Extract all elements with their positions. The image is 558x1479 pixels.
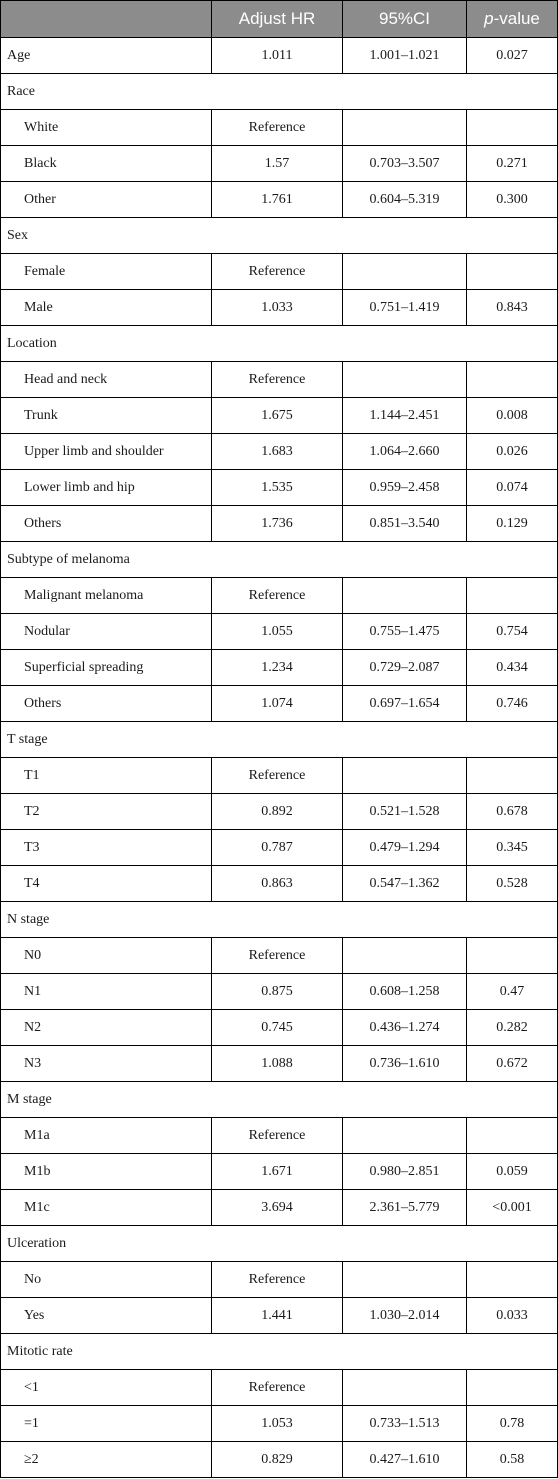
ci-value <box>343 1262 467 1298</box>
ci-value <box>343 1370 467 1406</box>
table-row <box>1 362 558 398</box>
variable-label: Yes <box>1 1298 212 1334</box>
adjust-hr-value: 1.011 <box>212 38 343 74</box>
ci-value <box>343 1118 467 1154</box>
table-row <box>1 506 558 542</box>
p-value: 0.434 <box>467 650 558 686</box>
group-label: M stage <box>1 1082 558 1118</box>
variable-label: Other <box>1 182 212 218</box>
variable-label: Upper limb and shoulder <box>1 434 212 470</box>
adjust-hr-value: Reference <box>212 938 343 974</box>
p-value <box>467 254 558 290</box>
p-value <box>467 578 558 614</box>
variable-label: Others <box>1 686 212 722</box>
adjust-hr-value: 1.736 <box>212 506 343 542</box>
adjust-hr-value: 0.787 <box>212 830 343 866</box>
variable-label: Others <box>1 506 212 542</box>
table-row <box>1 1154 558 1190</box>
variable-label: Nodular <box>1 614 212 650</box>
adjust-hr-value: Reference <box>212 1262 343 1298</box>
table-row <box>1 470 558 506</box>
ci-value: 0.479–1.294 <box>343 830 467 866</box>
adjust-hr-value: Reference <box>212 362 343 398</box>
table-row <box>1 686 558 722</box>
header-p-rest: -value <box>493 9 540 28</box>
table-row <box>1 794 558 830</box>
adjust-hr-value: 1.055 <box>212 614 343 650</box>
ci-value <box>343 578 467 614</box>
p-value: 0.300 <box>467 182 558 218</box>
group-label: Race <box>1 74 558 110</box>
p-value: 0.033 <box>467 1298 558 1334</box>
variable-label: Black <box>1 146 212 182</box>
p-value <box>467 1370 558 1406</box>
p-value: 0.026 <box>467 434 558 470</box>
p-value: 0.746 <box>467 686 558 722</box>
table-row <box>1 38 558 74</box>
ci-value <box>343 362 467 398</box>
ci-value <box>343 110 467 146</box>
ci-value: 0.703–3.507 <box>343 146 467 182</box>
adjust-hr-value: 1.053 <box>212 1406 343 1442</box>
variable-label: Malignant melanoma <box>1 578 212 614</box>
header-blank-cell <box>1 1 212 38</box>
adjust-hr-value: 1.761 <box>212 182 343 218</box>
ci-value <box>343 758 467 794</box>
ci-value: 1.144–2.451 <box>343 398 467 434</box>
variable-label: Age <box>1 38 212 74</box>
p-value: 0.678 <box>467 794 558 830</box>
table-row <box>1 1370 558 1406</box>
p-value: 0.78 <box>467 1406 558 1442</box>
variable-label: M1b <box>1 1154 212 1190</box>
adjust-hr-value: Reference <box>212 254 343 290</box>
p-value: 0.027 <box>467 38 558 74</box>
ci-value: 1.030–2.014 <box>343 1298 467 1334</box>
header-p-value <box>467 1 558 38</box>
ci-value: 0.733–1.513 <box>343 1406 467 1442</box>
table-row <box>1 182 558 218</box>
header-95ci: 95%CI <box>343 1 467 38</box>
table-row <box>1 1406 558 1442</box>
ci-value: 0.851–3.540 <box>343 506 467 542</box>
table-row <box>1 1118 558 1154</box>
adjust-hr-value: 1.074 <box>212 686 343 722</box>
variable-label: ≥2 <box>1 1442 212 1478</box>
adjust-hr-value: Reference <box>212 1370 343 1406</box>
group-label: T stage <box>1 722 558 758</box>
variable-label: M1c <box>1 1190 212 1226</box>
adjust-hr-value: 0.829 <box>212 1442 343 1478</box>
ci-value <box>343 254 467 290</box>
variable-label: White <box>1 110 212 146</box>
ci-value <box>343 938 467 974</box>
group-header-row <box>1 1082 558 1118</box>
p-value: 0.008 <box>467 398 558 434</box>
table-row <box>1 578 558 614</box>
table-row <box>1 758 558 794</box>
variable-label: =1 <box>1 1406 212 1442</box>
ci-value: 0.436–1.274 <box>343 1010 467 1046</box>
p-value: 0.271 <box>467 146 558 182</box>
group-header-row <box>1 902 558 938</box>
p-value <box>467 1262 558 1298</box>
table-row <box>1 1442 558 1478</box>
adjust-hr-value: 1.675 <box>212 398 343 434</box>
p-value: 0.754 <box>467 614 558 650</box>
group-label: Ulceration <box>1 1226 558 1262</box>
table-row <box>1 434 558 470</box>
variable-label: T4 <box>1 866 212 902</box>
ci-value: 1.064–2.660 <box>343 434 467 470</box>
ci-value: 0.755–1.475 <box>343 614 467 650</box>
variable-label: <1 <box>1 1370 212 1406</box>
ci-value: 0.959–2.458 <box>343 470 467 506</box>
ci-value: 0.604–5.319 <box>343 182 467 218</box>
group-label: Sex <box>1 218 558 254</box>
table-row <box>1 398 558 434</box>
adjust-hr-value: 1.441 <box>212 1298 343 1334</box>
p-value: 0.059 <box>467 1154 558 1190</box>
adjust-hr-value: 0.863 <box>212 866 343 902</box>
p-value: 0.282 <box>467 1010 558 1046</box>
adjust-hr-value: Reference <box>212 578 343 614</box>
ci-value: 0.697–1.654 <box>343 686 467 722</box>
group-header-row <box>1 542 558 578</box>
p-value: 0.129 <box>467 506 558 542</box>
group-header-row <box>1 722 558 758</box>
variable-label: T2 <box>1 794 212 830</box>
table-body <box>1 38 558 1478</box>
table-row <box>1 254 558 290</box>
group-header-row <box>1 74 558 110</box>
table-row <box>1 290 558 326</box>
header-adjust-hr: Adjust HR <box>212 1 343 38</box>
header-row <box>1 1 558 38</box>
ci-value: 2.361–5.779 <box>343 1190 467 1226</box>
variable-label: N1 <box>1 974 212 1010</box>
adjust-hr-value: 0.745 <box>212 1010 343 1046</box>
table-row <box>1 110 558 146</box>
group-header-row <box>1 326 558 362</box>
group-label: Location <box>1 326 558 362</box>
variable-label: Trunk <box>1 398 212 434</box>
variable-label: N2 <box>1 1010 212 1046</box>
adjust-hr-value: 3.694 <box>212 1190 343 1226</box>
adjust-hr-value: 1.033 <box>212 290 343 326</box>
ci-value: 0.608–1.258 <box>343 974 467 1010</box>
p-value: 0.074 <box>467 470 558 506</box>
p-value <box>467 1118 558 1154</box>
table-row <box>1 614 558 650</box>
variable-label: T1 <box>1 758 212 794</box>
variable-label: M1a <box>1 1118 212 1154</box>
group-header-row <box>1 1226 558 1262</box>
group-header-row <box>1 1334 558 1370</box>
group-label: Subtype of melanoma <box>1 542 558 578</box>
adjust-hr-value: 1.671 <box>212 1154 343 1190</box>
ci-value: 1.001–1.021 <box>343 38 467 74</box>
p-value: 0.843 <box>467 290 558 326</box>
adjust-hr-value: Reference <box>212 1118 343 1154</box>
p-value: 0.58 <box>467 1442 558 1478</box>
ci-value: 0.751–1.419 <box>343 290 467 326</box>
p-value: 0.672 <box>467 1046 558 1082</box>
adjust-hr-value: Reference <box>212 110 343 146</box>
p-value <box>467 758 558 794</box>
p-value: 0.47 <box>467 974 558 1010</box>
p-value: 0.528 <box>467 866 558 902</box>
ci-value: 0.547–1.362 <box>343 866 467 902</box>
table-row <box>1 1298 558 1334</box>
group-label: N stage <box>1 902 558 938</box>
header-p-italic: p <box>484 9 494 28</box>
variable-label: No <box>1 1262 212 1298</box>
table-row <box>1 146 558 182</box>
p-value <box>467 362 558 398</box>
ci-value: 0.427–1.610 <box>343 1442 467 1478</box>
table-row <box>1 1010 558 1046</box>
ci-value: 0.521–1.528 <box>343 794 467 830</box>
group-label: Mitotic rate <box>1 1334 558 1370</box>
adjust-hr-value: 0.892 <box>212 794 343 830</box>
p-value: 0.345 <box>467 830 558 866</box>
variable-label: Head and neck <box>1 362 212 398</box>
variable-label: Male <box>1 290 212 326</box>
group-header-row <box>1 218 558 254</box>
adjust-hr-value: 0.875 <box>212 974 343 1010</box>
ci-value: 0.736–1.610 <box>343 1046 467 1082</box>
p-value <box>467 110 558 146</box>
p-value: <0.001 <box>467 1190 558 1226</box>
variable-label: T3 <box>1 830 212 866</box>
adjust-hr-value: 1.57 <box>212 146 343 182</box>
ci-value: 0.729–2.087 <box>343 650 467 686</box>
adjust-hr-value: 1.683 <box>212 434 343 470</box>
variable-label: Lower limb and hip <box>1 470 212 506</box>
variable-label: N3 <box>1 1046 212 1082</box>
variable-label: N0 <box>1 938 212 974</box>
variable-label: Female <box>1 254 212 290</box>
variable-label: Superficial spreading <box>1 650 212 686</box>
table-row <box>1 650 558 686</box>
adjust-hr-value: 1.535 <box>212 470 343 506</box>
table-row <box>1 1046 558 1082</box>
table-header <box>1 1 558 38</box>
table-row <box>1 1262 558 1298</box>
table-row <box>1 938 558 974</box>
adjust-hr-value: Reference <box>212 758 343 794</box>
adjust-hr-value: 1.234 <box>212 650 343 686</box>
table-row <box>1 866 558 902</box>
table-row <box>1 1190 558 1226</box>
table-row <box>1 974 558 1010</box>
adjust-hr-value: 1.088 <box>212 1046 343 1082</box>
ci-value: 0.980–2.851 <box>343 1154 467 1190</box>
p-value <box>467 938 558 974</box>
table-row <box>1 830 558 866</box>
